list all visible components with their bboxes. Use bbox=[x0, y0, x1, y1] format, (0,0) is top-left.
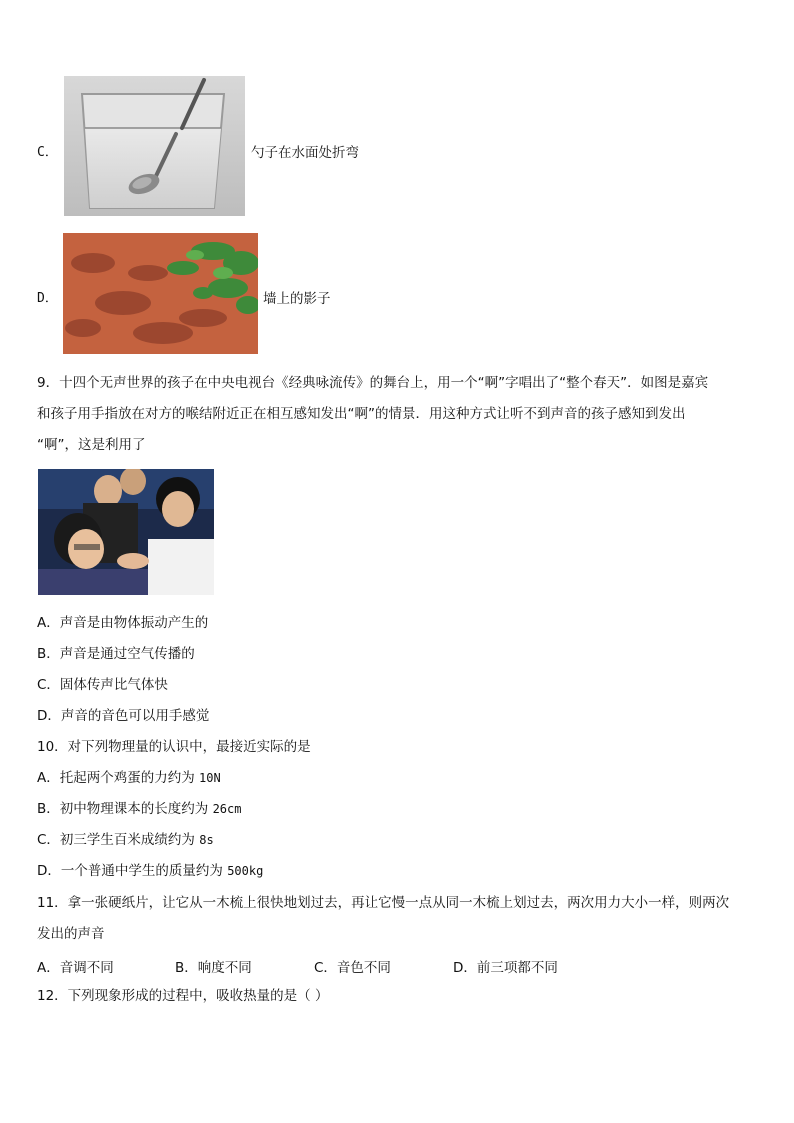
q9-stem-line3: “啊”，这是利用了 bbox=[37, 437, 146, 453]
q9-option-a: A．声音是由物体振动产生的 bbox=[37, 615, 209, 631]
q9-option-d: D．声音的音色可以用手感觉 bbox=[37, 708, 210, 724]
q10-option-b bbox=[37, 800, 241, 818]
q11-option-d: D．前三项都不同 bbox=[453, 960, 558, 976]
q10-option-c-value: 8s bbox=[199, 833, 214, 847]
q10-option-d-text: D．一个普通中学生的质量约为 bbox=[37, 863, 223, 879]
q9-option-c: C．固体传声比气体快 bbox=[37, 677, 168, 693]
q11-option-a: A．音调不同 bbox=[37, 960, 114, 976]
q10-option-c-text: C．初三学生百米成绩约为 bbox=[37, 832, 195, 848]
option-d-letter: D． bbox=[37, 291, 58, 306]
q10-stem: 10．对下列物理量的认识中，最接近实际的是 bbox=[37, 739, 311, 755]
q11-stem-line1: 11．拿一张硬纸片，让它从一木梳上很快地划过去，再让它慢一点从同一木梳上划过去，两次用力大小一样，则两次 bbox=[37, 895, 730, 911]
q10-option-b-value: 26cm bbox=[212, 802, 242, 816]
q12-stem: 12．下列现象形成的过程中，吸收热量的是（ ） bbox=[37, 988, 329, 1004]
q10-option-d bbox=[37, 862, 263, 880]
option-c-caption: 勺子在水面处折弯 bbox=[251, 145, 359, 161]
q10-option-a-value: 10N bbox=[199, 771, 221, 785]
q9-stem-line1: 9．十四个无声世界的孩子在中央电视台《经典咏流传》的舞台上，用一个“啊”字唱出了“整个春天”．如图是嘉宾 bbox=[37, 375, 709, 391]
option-d-caption: 墙上的影子 bbox=[263, 291, 331, 307]
spoon-in-water-photo bbox=[64, 76, 245, 216]
option-c-letter: C． bbox=[37, 145, 58, 160]
wall-shadow-photo bbox=[63, 233, 258, 354]
q10-option-a bbox=[37, 769, 221, 787]
q10-option-d-value: 500kg bbox=[227, 864, 264, 878]
q9-option-b: B．声音是通过空气传播的 bbox=[37, 646, 195, 662]
q10-option-b-text: B．初中物理课本的长度约为 bbox=[37, 801, 209, 817]
q9-stem-line2: 和孩子用手指放在对方的喉结附近正在相互感知发出“啊”的情景．用这种方式让听不到声音的孩子感知到发出 bbox=[37, 406, 686, 422]
q11-stem-line2: 发出的声音 bbox=[37, 926, 105, 942]
q10-option-a-text: A．托起两个鸡蛋的力约为 bbox=[37, 770, 195, 786]
q11-option-b: B．响度不同 bbox=[175, 960, 252, 976]
q11-options bbox=[0, 956, 794, 976]
singing-children-photo bbox=[38, 469, 214, 595]
q10-option-c bbox=[37, 831, 214, 849]
q11-option-c: C．音色不同 bbox=[314, 960, 391, 976]
